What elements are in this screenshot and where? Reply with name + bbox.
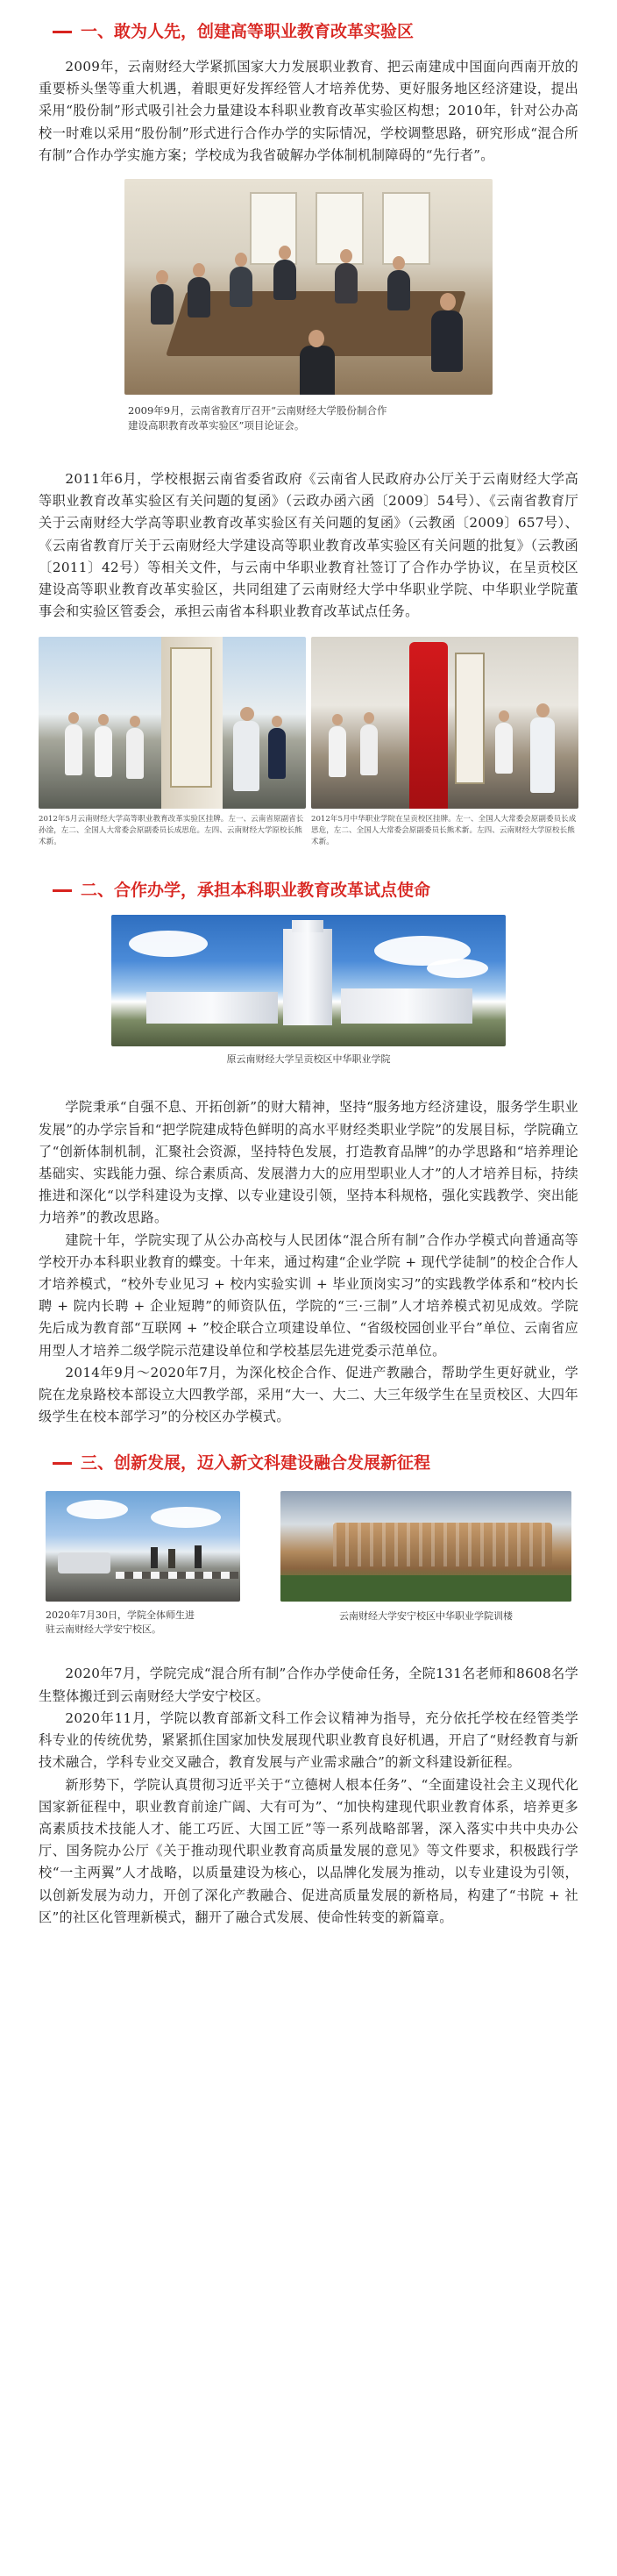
s1-paragraph-2: 2011年6月，学校根据云南省委省政府《云南省人民政府办公厅关于云南财经大学高等职业教育改革实验区有关问题的复函》（云政办函六函〔2009〕54号）、《云南省教育厅关于云南财经大学高等职业教育改革实验区有关问题的复函》（云教函〔2009〕657号）、《云南省教育厅关于云南财经大学建设高等职业教育改革实验区有关问题的批复》（云教函〔2011〕42号）等相关文件，与云南中华职业教育社签订了合作办学协议，在呈贡校区建设高等职业教育改革实验区，共同组建了云南财经大学中华职业学院、中华职业学院董事会和实验区管委会，承担云南省本科职业教育改革试点任务。 (39, 471, 578, 620)
s3-paragraph-3: 新形势下，学院认真贯彻习近平关于“立德树人根本任务”、“全面建设社会主义现代化国家新征程中，职业教育前途广阔、大有可为”、“加快构建现代职业教育体系，培养更多高素质技术技能人才、能工巧匠、大国工匠”等一系列战略部署，深入落实中共中央办公厅、国务院办公厅《关于推动现代职业教育高质量发展的意见》等文件要求，积极践行学校“一主两翼”人才战略，以质量建设为核心，以品牌化发展为推动，以专业建设为引领，以创新发展为动力，开创了深化产教融合、促进高质量发展的新格局，构建了“书院 + 社区”的社区化管理新模式，翻开了融合式发展、使命性转变的新篇章。 (39, 1776, 578, 1925)
caption-line: 2009年9月，云南省教育厅召开“云南财经大学股份制合作 (128, 404, 387, 417)
section-heading-2 (53, 878, 578, 903)
caption-line: 2020年7月30日，学院全体师生进 (46, 1609, 195, 1622)
s3-figure-1 (46, 1491, 240, 1637)
section-title-3: 三、创新发展，迈入新文科建设融合发展新征程 (81, 1453, 431, 1474)
s3-figure-2 (280, 1491, 571, 1637)
caption-line: 建设高职教育改革实验区”项目论证会。 (128, 419, 305, 432)
students-arrive-photo (46, 1491, 240, 1602)
s1-figure-1-caption (124, 403, 493, 433)
campus-building-photo (111, 915, 506, 1046)
plaque-unveiling-photo-2 (311, 637, 578, 809)
s1-figure-row (39, 637, 578, 848)
s1-figure-3 (311, 637, 578, 848)
s3-paragraph-1: 2020年7月，学院完成“混合所有制”合作办学使命任务，全院131名老师和8608名学生整体搬迁到云南财经大学安宁校区。 (39, 1666, 578, 1704)
s1-figure-1 (124, 179, 493, 433)
s2-paragraph-3: 2014年9月～2020年7月，为深化校企合作、促进产教融合，帮助学生更好就业，学院在龙泉路校本部设立大四教学部，采用“大一、大二、大三年级学生在呈贡校区、大四年级学生在校本部学习”的分校区办学模式。 (39, 1364, 578, 1425)
red-dash-icon (53, 889, 72, 892)
s1-figure-3-caption: 2012年5月中华职业学院在呈贡校区挂牌。左一、全国人大常委会原副委员长成思危，左二、全国人大常委会原副委员长熊术新。左四、云南财经大学原校长熊术新。 (311, 815, 577, 847)
red-dash-icon (53, 1462, 72, 1465)
s1-figure-2-caption: 2012年5月云南财经大学高等职业教育改革实验区挂牌。左一、云南省原副省长孙淦，左二、全国人大常委会原副委员长成思危。左四、云南财经大学原校长熊术新。 (39, 815, 304, 847)
s3-figure-2-caption: 云南财经大学安宁校区中华职业学院训楼 (339, 1610, 513, 1623)
s3-figure-row (39, 1491, 578, 1637)
section-heading-3 (53, 1451, 578, 1475)
meeting-photo (124, 179, 493, 395)
section-title-2: 二、合作办学，承担本科职业教育改革试点使命 (81, 881, 431, 901)
s1-paragraph-1: 2009年，云南财经大学紧抓国家大力发展职业教育、把云南建成中国面向西南开放的重要桥头堡等重大机遇，着眼更好发挥经管人才培养优势、更好服务地区经济建设，提出采用“股份制”形式吸引社会力量建设本科职业教育改革实验区构想；2010年，针对公办高校一时难以采用“股份制”形式进行合作办学的实际情况，学校调整思路，研究形成“混合所有制”合作办学实施方案；学校成为我省破解办学体制机制障碍的“先行者”。 (39, 59, 578, 163)
s1-figure-2 (39, 637, 306, 848)
section-title-1: 一、敢为人先，创建高等职业教育改革实验区 (81, 22, 415, 41)
section-heading-1 (53, 19, 578, 44)
caption-line: 驻云南财经大学安宁校区。 (46, 1623, 161, 1636)
plaque-unveiling-photo-1 (39, 637, 306, 809)
s2-paragraph-2: 建院十年，学院实现了从公办高校与人民团体“混合所有制”合作办学模式向普通高等学校开办本科职业教育的蝶变。十年来，通过构建“企业学院 + 现代学徒制”的校企合作人才培养模式，“校外专业见习 + 校内实验实训 + 毕业顶岗实习”的实践教学体系和“校内长聘 + 院内长聘 + 企业短聘”的师资队伍，学院的“三·三制”人才培养模式初见成效。学院先后成为教育部“互联网 + ”校企联合立项建设单位、“省级校园创业平台”单位、云南省应用型人才培养二级学院示范建设单位和学校基层先进党委示范单位。 (39, 1231, 578, 1359)
s3-paragraph-2: 2020年11月，学院以教育部新文科工作会议精神为指导，充分依托学校在经管类学科专业的传统优势，紧紧抓住国家加快发展现代职业教育良好机遇，开启了“财经教育与新技术融合，学科专业交叉融合，教育发展与产业需求融合”的新文科建设新征程。 (39, 1709, 578, 1771)
s2-figure-1 (111, 915, 506, 1067)
s2-figure-1-caption: 原云南财经大学呈贡校区中华职业学院 (226, 1053, 391, 1066)
red-dash-icon (53, 31, 72, 33)
s2-paragraph-1: 学院秉承“自强不息、开拓创新”的财大精神，坚持“服务地方经济建设，服务学生职业发展”的办学宗旨和“把学院建成特色鲜明的高水平财经类职业学院”的发展目标，学院确立了“创新体制机制，汇聚社会资源，坚持特色发展，打造教育品牌”的办学思路和“培养理论基础实、实践能力强、综合素质高、发展潜力大的应用型职业人才”的人才培养目标，持续推进和深化“以学科建设为支撑、以专业建设引领，坚持本科规格，强化实践教学、突出能力培养”的教改思路。 (39, 1099, 578, 1226)
training-building-photo (280, 1491, 571, 1602)
s3-figure-1-caption (46, 1609, 240, 1637)
